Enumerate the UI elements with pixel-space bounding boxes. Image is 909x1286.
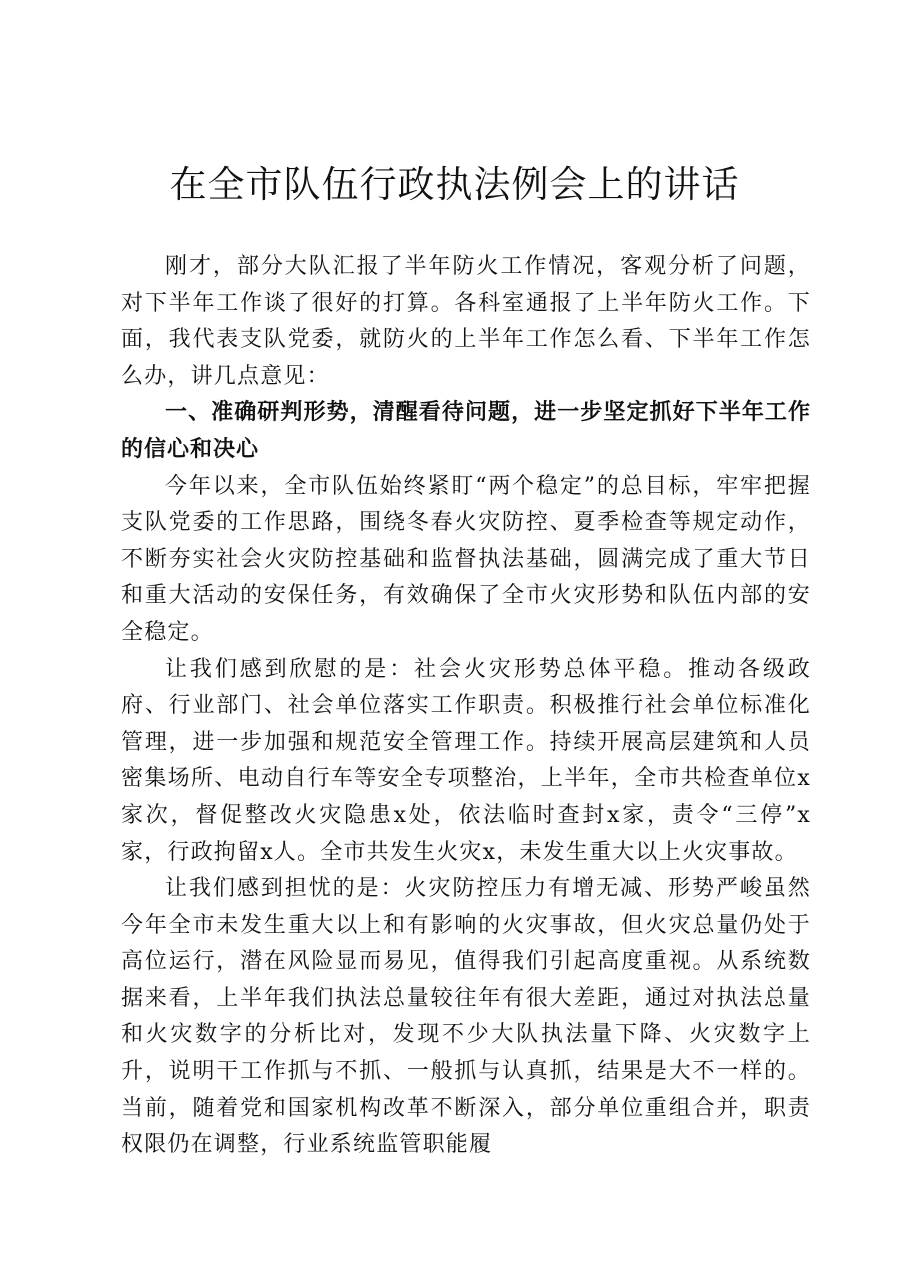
section-heading-1: 一、准确研判形势，清醒看待问题，进一步坚定抓好下半年工作的信心和决心 <box>121 400 811 462</box>
paragraph-overview: 今年以来，全市队伍始终紧盯“两个稳定”的总目标，牢牢把握支队党委的工作思路，围绕冬春火灾防控、夏季检查等规定动作，不断夯实社会火灾防控基础和监督执法基础，圆满完成了重大节日和重大活动的安保任务，有效确保了全市火灾形势和队伍内部的安全稳定。 <box>121 473 811 645</box>
document-body <box>121 249 811 1164</box>
document-title: 在全市队伍行政执法例会上的讲话 <box>169 163 740 206</box>
paragraph-gratifying: 让我们感到欣慰的是：社会火灾形势总体平稳。推动各级政府、行业部门、社会单位落实工作职责。积极推行社会单位标准化管理，进一步加强和规范安全管理工作。持续开展高层建筑和人员密集场所、电动自行车等安全专项整治，上半年，全市共检查单位x家次，督促整改火灾隐患x处，依法临时查封x家，责令“三停”x家，行政拘留x人。全市共发生火灾x，未发生重大以上火灾事故。 <box>121 656 811 865</box>
paragraph-intro: 刚才，部分大队汇报了半年防火工作情况，客观分析了问题，对下半年工作谈了很好的打算。各科室通报了上半年防火工作。下面，我代表支队党委，就防火的上半年工作怎么看、下半年工作怎么办，讲几点意见： <box>121 254 811 389</box>
paragraph-concern: 让我们感到担忧的是：火灾防控压力有增无减、形势严峻虽然今年全市未发生重大以上和有影响的火灾事故，但火灾总量仍处于高位运行，潜在风险显而易见，值得我们引起高度重视。从系统数据来看，上半年我们执法总量较往年有很大差距，通过对执法总量和火灾数字的分析比对，发现不少大队执法量下降、火灾数字上升，说明干工作抓与不抓、一般抓与认真抓，结果是大不一样的。当前，随着党和国家机构改革不断深入，部分单位重组合并，职责权限仍在调整，行业系统监管职能履 <box>121 876 811 1158</box>
